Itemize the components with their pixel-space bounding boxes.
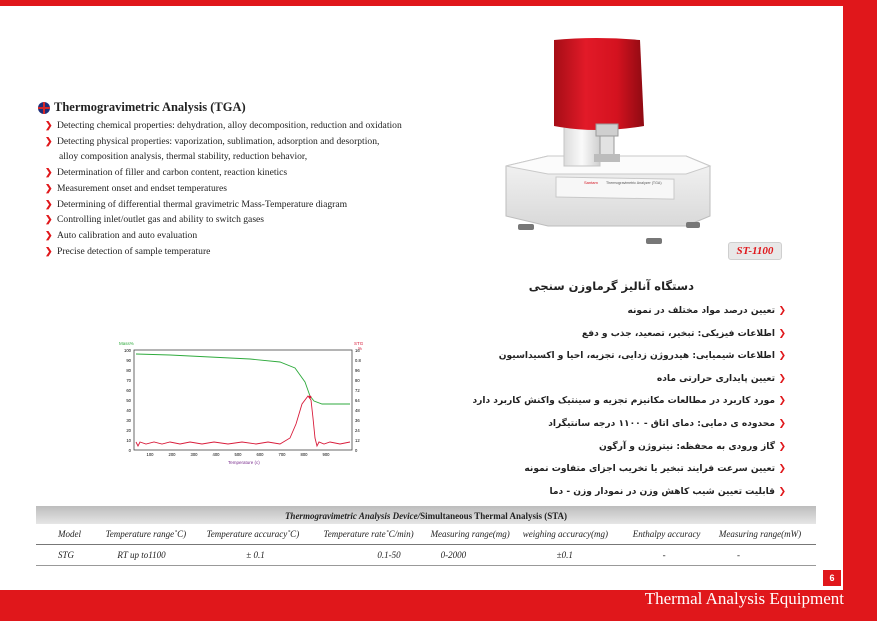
right-tick-label: 0.8 — [355, 358, 361, 363]
right-axis-label-bottom: % — [358, 346, 363, 351]
list-item: ❯ Auto calibration and auto evaluation — [38, 228, 498, 244]
table-column-header: Temperature rate˚C/min) — [323, 529, 414, 539]
x-tick-label: 900 — [322, 452, 330, 457]
red-arrow-icon: ❯ — [45, 245, 53, 256]
right-tick-label: 16 — [355, 348, 360, 353]
english-title — [38, 100, 498, 115]
table-cell: RT up to1100 — [117, 550, 166, 560]
x-tick-label: 600 — [256, 452, 264, 457]
device-brand-label: Santam — [584, 180, 598, 185]
model-tag: ST-1100 — [728, 242, 782, 260]
left-axis-label: Mass% — [119, 341, 134, 346]
list-item: ❯ Detecting physical properties: vaporization, sublimation, adsorption and desorption, — [38, 134, 498, 150]
footer-title: Thermal Analysis Equipment — [644, 589, 844, 608]
uk-flag-icon — [38, 102, 50, 114]
x-axis-label: Temperature (c) — [228, 460, 260, 465]
tga-curve-chart — [110, 338, 370, 468]
list-item: ❮ گاز ورودی به محفظه: نیتروژن و آرگون — [472, 436, 788, 459]
list-item: ❯ Detecting chemical properties: dehydration, alloy decomposition, reduction and oxidation — [38, 118, 498, 134]
left-tick-label: 10 — [126, 438, 131, 443]
list-item: ❮ مورد کاربرد در مطالعات مکانیزم تجزیه و سینتیک واکنش کاربرد دارد — [472, 390, 788, 413]
left-tick-label: 60 — [126, 388, 131, 393]
list-item: ❯ Controlling inlet/outlet gas and ability to switch gases — [38, 212, 498, 228]
red-arrow-icon: ❯ — [45, 198, 53, 209]
right-tick-label: 48 — [355, 408, 360, 413]
left-tick-label: 90 — [126, 358, 131, 363]
table-row — [36, 545, 816, 566]
red-arrow-icon: ❯ — [45, 214, 53, 225]
red-arrow-icon: ❮ — [778, 486, 786, 497]
red-arrow-icon: ❮ — [778, 351, 786, 362]
table-header-row — [36, 524, 816, 545]
red-arrow-icon: ❯ — [45, 135, 53, 146]
red-arrow-icon: ❮ — [778, 328, 786, 339]
table-cell: - — [736, 550, 740, 560]
red-arrow-icon: ❮ — [778, 306, 786, 316]
device-red-hood — [554, 38, 644, 130]
right-tick-label: 0 — [355, 448, 358, 453]
chart-frame — [134, 350, 352, 450]
list-item: ❮ تعیین پایداری حرارتی ماده — [472, 368, 788, 391]
dtg-curve — [136, 396, 350, 446]
left-tick-label: 70 — [126, 378, 131, 383]
red-arrow-icon: ❮ — [778, 373, 786, 384]
list-item: ❯ Precise detection of sample temperature — [38, 244, 498, 260]
spec-table — [36, 506, 816, 566]
right-tick-label: 12 — [355, 438, 360, 443]
persian-title: دستگاه آنالیز گرماوزن سنجی — [528, 279, 694, 293]
right-tick-label: 72 — [355, 388, 360, 393]
red-arrow-icon: ❮ — [778, 418, 786, 429]
red-arrow-icon: ❯ — [45, 229, 53, 240]
english-bullet-list — [38, 118, 498, 259]
left-tick-label: 30 — [126, 418, 131, 423]
table-cell: STG — [58, 550, 75, 560]
left-tick-label: 50 — [126, 398, 131, 403]
red-arrow-icon: ❮ — [778, 396, 786, 407]
left-tick-labels — [124, 348, 132, 453]
x-tick-label: 300 — [190, 452, 198, 457]
table-column-header: Measuring range(mW) — [718, 529, 802, 539]
x-tick-label: 700 — [278, 452, 286, 457]
list-item: ❯ Determining of differential thermal gravimetric Mass-Temperature diagram — [38, 197, 498, 213]
x-tick-label: 500 — [234, 452, 242, 457]
left-tick-label: 80 — [126, 368, 131, 373]
list-item: ❮ اطلاعات فیزیکی: تبخیر، تصعید، جذب و دفع — [472, 323, 788, 346]
list-item: ❮ تعیین درصد مواد مختلف در نمونه — [472, 300, 788, 323]
right-tick-label: 24 — [355, 428, 360, 433]
x-tick-label: 800 — [300, 452, 308, 457]
x-tick-label: 200 — [168, 452, 176, 457]
right-tick-label: 80 — [355, 378, 360, 383]
english-title-text: Thermogravimetric Analysis (TGA) — [54, 100, 246, 114]
right-axis-label-top: STG — [354, 341, 364, 346]
list-item-continuation: alloy composition analysis, thermal stability, reduction behavior, — [59, 151, 308, 163]
table-title: Thermogravimetric Analysis Device/Simultaneous Thermal Analysis (STA) — [36, 506, 816, 524]
persian-bullet-list — [472, 300, 788, 526]
table-column-header: Temperature accuracy˚C) — [206, 529, 300, 539]
tga-device-image — [496, 38, 721, 256]
device-panel-text: Thermogravimetric Analyzer (TGA) — [606, 181, 662, 185]
right-tick-label: 64 — [355, 398, 360, 403]
english-section — [38, 100, 498, 259]
x-tick-label: 400 — [212, 452, 220, 457]
list-item: ❯ Measurement onset and endset temperatures — [38, 181, 498, 197]
x-tick-label: 100 — [146, 452, 154, 457]
right-red-border — [843, 0, 877, 621]
table-column-header: Temperature range˚C) — [105, 529, 187, 539]
red-arrow-icon: ❮ — [778, 441, 786, 452]
table-column-header: Measuring range(mg) — [430, 529, 510, 539]
list-item: ❮ تعیین سرعت فرایند تبخیر یا تخریب اجزای متفاوت نمونه — [472, 458, 788, 481]
table-column-header: weighing accuracy(mg) — [522, 529, 608, 539]
right-tick-labels — [355, 348, 361, 453]
table-column-header: Enthalpy accuracy — [632, 529, 701, 539]
red-arrow-icon: ❮ — [778, 464, 786, 475]
right-tick-label: 36 — [355, 418, 360, 423]
x-tick-labels — [147, 452, 331, 457]
red-arrow-icon: ❯ — [45, 167, 53, 178]
list-item: ❮ محدوده ی دمایی: دمای اتاق - ۱۱۰۰ درجه سانتیگراد — [472, 413, 788, 436]
left-tick-label: 100 — [124, 348, 131, 353]
table-cell: ± 0.1 — [246, 550, 265, 560]
list-item: ❯ Determination of filler and carbon content, reaction kinetics — [38, 165, 498, 181]
red-arrow-icon: ❯ — [45, 120, 53, 130]
list-item: ❮ اطلاعات شیمیایی: هیدروژن زدایی، تجزیه، احیا و اکسیداسیون — [472, 345, 788, 368]
dtg-peak-marker — [309, 396, 312, 399]
right-tick-label: 96 — [355, 368, 360, 373]
table-cell: ±0.1 — [556, 550, 573, 560]
left-tick-label: 20 — [126, 428, 131, 433]
list-item: ❮ قابلیت تعیین شیب کاهش وزن در نمودار وزن - دما — [472, 481, 788, 504]
table-column-header: Model — [58, 529, 81, 539]
table-cell: - — [662, 550, 666, 560]
page-number-badge: 6 — [823, 570, 841, 586]
table-cell: 0.1-50 — [377, 550, 401, 560]
mass-curve — [136, 354, 350, 404]
red-arrow-icon: ❯ — [45, 182, 53, 193]
left-tick-label: 40 — [126, 408, 131, 413]
table-cell: 0-2000 — [440, 550, 467, 560]
left-tick-label: 0 — [128, 448, 131, 453]
